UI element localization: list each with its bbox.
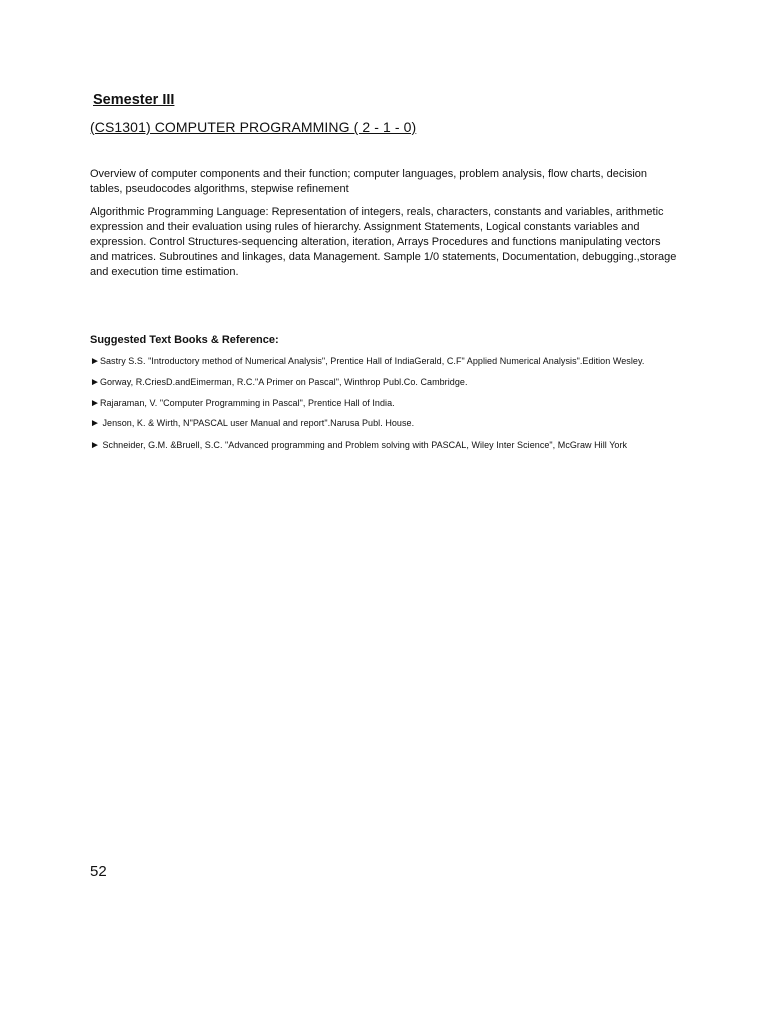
bullet-arrow-icon: ►	[90, 418, 100, 429]
reference-text: Jenson, K. & Wirth, N"PASCAL user Manual and report".Narusa Publ. House.	[99, 418, 415, 428]
bullet-arrow-icon: ►	[90, 377, 100, 388]
references-heading: Suggested Text Books & Reference:	[90, 334, 279, 346]
bullet-arrow-icon: ►	[90, 440, 100, 451]
reference-item	[90, 355, 690, 368]
references-list	[90, 355, 690, 460]
reference-text: Gorway, R.CriesD.andEimerman, R.C."A Primer on Pascal", Winthrop Publ.Co. Cambridge.	[99, 377, 468, 387]
course-title: (CS1301) COMPUTER PROGRAMMING ( 2 - 1 - 0)	[90, 119, 417, 135]
semester-heading: Semester III	[93, 92, 175, 108]
reference-item	[90, 439, 690, 452]
reference-text: Schneider, G.M. &Bruell, S.C. "Advanced programming and Problem solving with PASCAL, Wiley Inter Science", McGraw Hill York	[99, 440, 628, 450]
bullet-arrow-icon: ►	[90, 356, 100, 367]
reference-item	[90, 417, 690, 430]
bullet-arrow-icon: ►	[90, 398, 100, 409]
reference-text: Sastry S.S. "Introductory method of Numerical Analysis", Prentice Hall of IndiaGerald, C.F" Applied Numerical Analysis".Edition Wesley.	[99, 356, 645, 366]
reference-item	[90, 376, 690, 389]
overview-paragraph: Overview of computer components and their function; computer languages, problem analysis, flow charts, decision tables, pseudocodes algorithms, stepwise refinement	[90, 168, 648, 195]
page-number: 52	[90, 863, 107, 880]
algorithmic-language-paragraph: Algorithmic Programming Language: Representation of integers, reals, characters, constants and variables, arithmetic expression and their evaluation using rules of hierarchy. Assignment Statements, Logical constants variables and expression. Control Structures-sequencing alteration, iteration, Arrays Procedures and functions manipulating vectors and matrices. Subroutines and linkages, data Management. Sample 1/0 statements, Documentation, debugging.,storage and execution time estimation.	[90, 206, 677, 278]
reference-item	[90, 397, 690, 410]
reference-text: Rajaraman, V. "Computer Programming in Pascal", Prentice Hall of India.	[99, 398, 395, 408]
